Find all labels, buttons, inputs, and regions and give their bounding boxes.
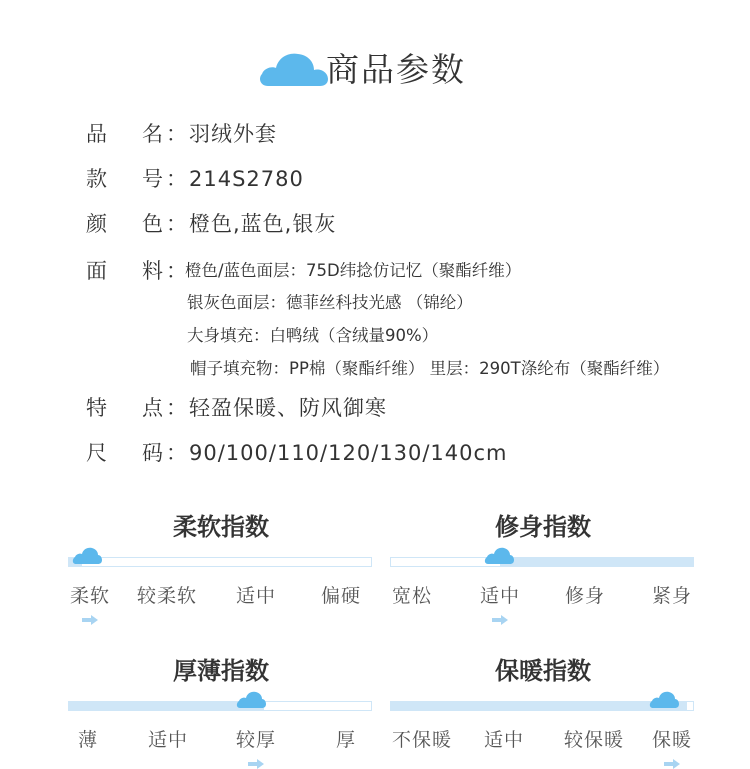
param-colon: ：: [166, 259, 187, 283]
gauge-fill: [390, 701, 687, 711]
param-colon: ：: [166, 441, 187, 465]
param-value: 90/100/110/120/130/140cm: [189, 441, 508, 465]
param-value: 214S2780: [189, 167, 304, 191]
gauge-label: 适中: [236, 585, 277, 607]
param-key: 尺: [86, 441, 107, 465]
arrow-right-icon: [492, 615, 508, 625]
param-key: 点: [142, 396, 163, 420]
gauge-label: 适中: [484, 729, 525, 751]
param-key: 料: [142, 259, 163, 283]
cloud-marker-icon: [484, 545, 514, 565]
param-row-feature: [86, 389, 736, 434]
gauge-label: 较厚: [236, 729, 277, 751]
arrow-right-icon: [248, 759, 264, 769]
gauge-title: 厚薄指数: [173, 657, 269, 685]
param-list-2: [86, 389, 736, 479]
param-colon: ：: [166, 167, 187, 191]
gauge-label: 适中: [148, 729, 189, 751]
gauge-fill: [500, 557, 694, 567]
fabric-line: 大身填充：白鸭绒（含绒量90%）: [187, 326, 439, 345]
param-key: 名: [142, 122, 163, 146]
gauge-label: 较柔软: [137, 585, 198, 607]
gauge-label: 宽松: [392, 585, 433, 607]
param-row-name: [86, 115, 736, 160]
gauge-label: 紧身: [652, 585, 693, 607]
fabric-line: 银灰色面层：德菲丝科技光感 （锦纶）: [187, 293, 473, 312]
gauge-label: 修身: [565, 585, 606, 607]
param-colon: ：: [166, 396, 187, 420]
gauge-label: 薄: [78, 729, 99, 751]
arrow-right-icon: [82, 615, 98, 625]
cloud-marker-icon: [236, 689, 266, 709]
param-key: 码: [142, 441, 163, 465]
gauge-label: 不保暖: [392, 729, 453, 751]
param-list: [86, 115, 736, 250]
gauge-labels: [68, 725, 374, 749]
gauge-fill: [68, 701, 264, 711]
param-key: 号: [142, 167, 163, 191]
gauge-track: [68, 557, 372, 567]
param-row-color: [86, 205, 736, 250]
gauge-label: 保暖: [652, 729, 693, 751]
gauge-label: 厚: [336, 729, 357, 751]
fabric-line: 橙色/蓝色面层：75D纬捻仿记忆（聚酯纤维）: [185, 261, 522, 280]
param-key: 色: [142, 212, 163, 236]
param-value: 橙色,蓝色,银灰: [189, 212, 337, 236]
cloud-marker-icon: [72, 545, 102, 565]
gauge-title: 修身指数: [495, 513, 591, 541]
gauge-labels: [390, 725, 696, 749]
gauge-labels: [390, 581, 696, 605]
fabric-line: 帽子填充物：PP棉（聚酯纤维） 里层：290T涤纶布（聚酯纤维）: [190, 359, 670, 378]
param-key: 特: [86, 396, 107, 420]
param-key: 颜: [86, 212, 107, 236]
param-key: 面: [86, 259, 107, 283]
param-value: 羽绒外套: [189, 122, 277, 146]
gauge-label: 偏硬: [321, 585, 362, 607]
gauge-label: 较保暖: [564, 729, 625, 751]
param-colon: ：: [166, 122, 187, 146]
gauge-labels: [68, 581, 374, 605]
gauge-label: 柔软: [70, 585, 111, 607]
arrow-right-icon: [664, 759, 680, 769]
gauge-title: 保暖指数: [495, 657, 591, 685]
cloud-marker-icon: [649, 689, 679, 709]
gauge-title: 柔软指数: [173, 513, 269, 541]
param-key: 品: [86, 122, 107, 146]
param-key: 款: [86, 167, 107, 191]
cloud-icon: [258, 46, 330, 88]
page-title: 商品参数: [326, 50, 466, 89]
gauge-label: 适中: [480, 585, 521, 607]
param-value: 轻盈保暖、防风御寒: [189, 396, 387, 420]
param-row-model: [86, 160, 736, 205]
param-row-size: [86, 434, 736, 479]
param-colon: ：: [166, 212, 187, 236]
section-header: [0, 40, 750, 90]
